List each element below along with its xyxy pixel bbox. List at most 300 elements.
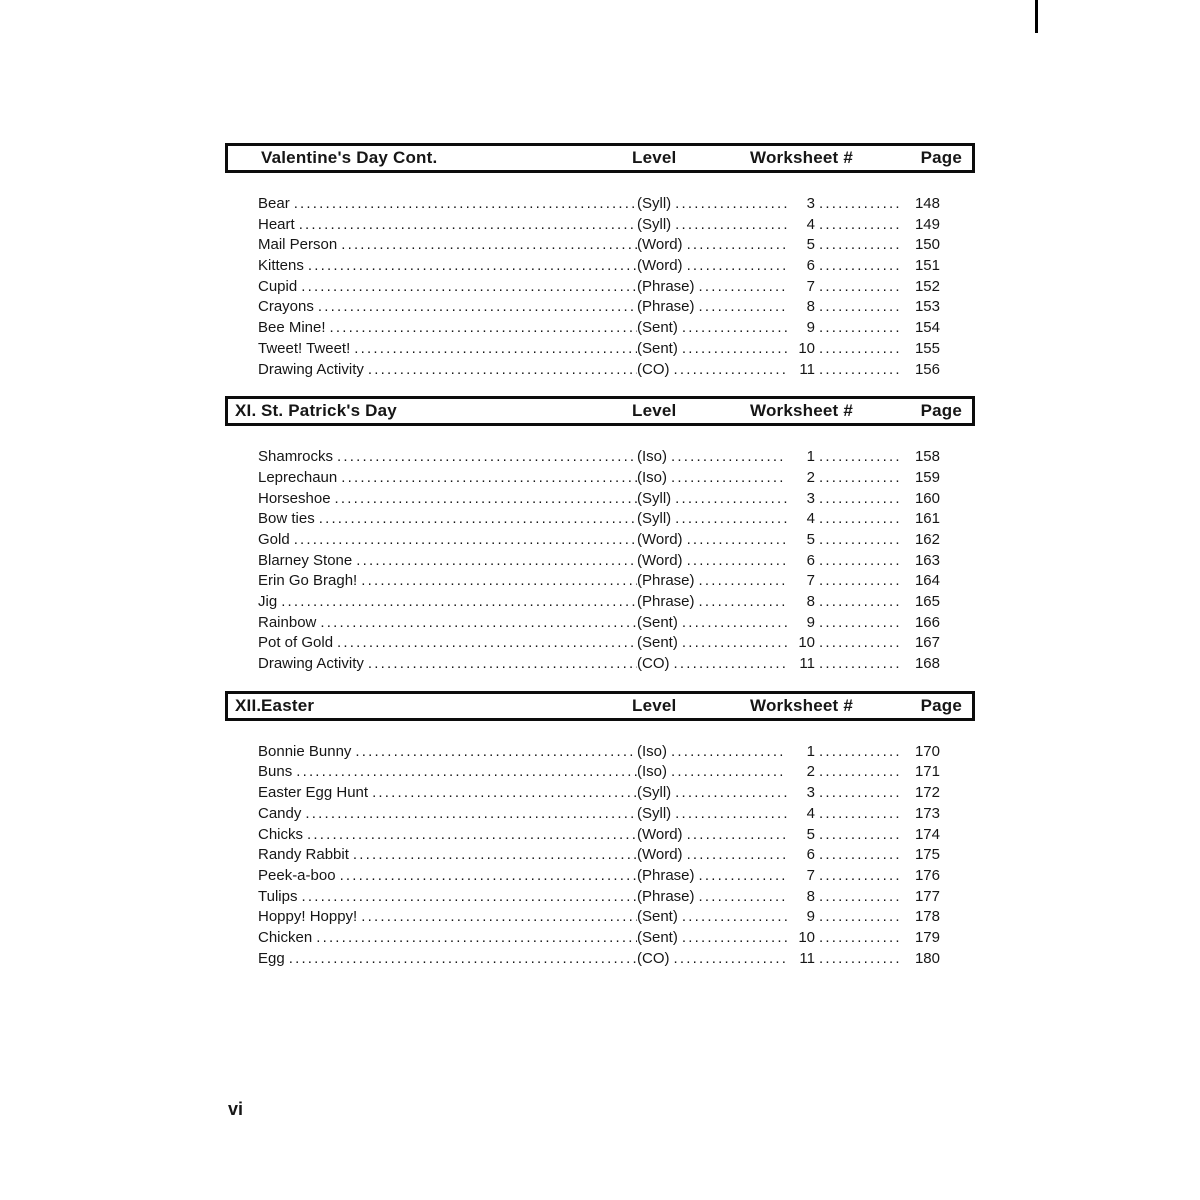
entry-level-cell xyxy=(637,194,787,215)
section-header xyxy=(225,691,975,721)
column-header-level: Level xyxy=(632,401,677,421)
toc-entry-row xyxy=(258,742,940,763)
entry-title: Peek-a-boo xyxy=(258,866,336,884)
entry-level-cell xyxy=(637,447,787,468)
dot-leader xyxy=(815,592,900,613)
entry-level-cell xyxy=(637,256,787,277)
entry-worksheet-number: 6 xyxy=(806,551,815,569)
dot-leader xyxy=(333,633,637,654)
entry-title: Hoppy! Hoppy! xyxy=(258,908,358,926)
dot-leader xyxy=(683,256,787,277)
dot-leader xyxy=(815,949,900,970)
entry-level-label: (Word) xyxy=(637,257,683,275)
dot-leader xyxy=(683,845,787,866)
dot-leader xyxy=(303,825,637,846)
dot-leader xyxy=(815,339,900,360)
entry-title: Gold xyxy=(258,530,290,548)
entry-level-cell xyxy=(637,318,787,339)
dot-leader xyxy=(670,654,788,675)
entry-page-number: 168 xyxy=(914,655,940,673)
entry-level-label: (Phrase) xyxy=(637,277,695,295)
entry-level-label: (Sent) xyxy=(637,339,678,357)
dot-leader xyxy=(815,571,900,592)
dot-leader xyxy=(815,318,900,339)
dot-leader xyxy=(671,783,787,804)
entry-worksheet-number: 10 xyxy=(798,339,815,357)
entry-level-cell xyxy=(637,783,787,804)
dot-leader xyxy=(695,592,787,613)
entry-title: Rainbow xyxy=(258,613,317,631)
dot-leader xyxy=(815,215,900,236)
entry-level-label: (Syll) xyxy=(637,804,672,822)
dot-leader xyxy=(678,613,787,634)
dot-leader xyxy=(368,783,637,804)
entry-level-label: (Phrase) xyxy=(637,298,695,316)
entry-title: Kittens xyxy=(258,257,304,275)
entry-page-number: 164 xyxy=(914,572,940,590)
toc-entry-row xyxy=(258,360,940,381)
entry-page-number: 173 xyxy=(914,804,940,822)
entry-worksheet-number: 11 xyxy=(799,360,815,378)
dot-leader xyxy=(683,551,787,572)
toc-entry-row xyxy=(258,318,940,339)
section-header xyxy=(225,396,975,426)
entry-page-number: 179 xyxy=(914,928,940,946)
entry-page-number: 172 xyxy=(914,784,940,802)
dot-leader xyxy=(815,845,900,866)
entry-title: Crayons xyxy=(258,298,314,316)
dot-leader xyxy=(695,887,787,908)
toc-entry-row xyxy=(258,571,940,592)
dot-leader xyxy=(350,339,637,360)
toc-entry-row xyxy=(258,509,940,530)
toc-entry-row xyxy=(258,762,940,783)
toc-entry-row xyxy=(258,633,940,654)
toc-entry-row xyxy=(258,530,940,551)
toc-entry-row xyxy=(258,783,940,804)
dot-leader xyxy=(297,277,637,298)
dot-leader xyxy=(304,256,637,277)
dot-leader xyxy=(815,447,900,468)
entry-worksheet-number: 2 xyxy=(806,763,815,781)
dot-leader xyxy=(667,742,787,763)
toc-entry-row xyxy=(258,654,940,675)
entry-level-label: (Iso) xyxy=(637,448,667,466)
entry-worksheet-number: 6 xyxy=(806,846,815,864)
dot-leader xyxy=(815,489,900,510)
entry-page-number: 154 xyxy=(914,319,940,337)
entry-worksheet-number: 4 xyxy=(806,215,815,233)
entry-title: Bonnie Bunny xyxy=(258,742,352,760)
dot-leader xyxy=(364,654,637,675)
column-header-level: Level xyxy=(632,148,677,167)
dot-leader xyxy=(678,339,787,360)
section-numeral: XI. xyxy=(235,401,257,421)
toc-entry-row xyxy=(258,907,940,928)
column-header-worksheet: Worksheet # xyxy=(750,148,853,167)
entry-level-cell xyxy=(637,297,787,318)
dot-leader xyxy=(285,949,637,970)
entry-level-label: (CO) xyxy=(637,360,670,378)
column-header-page: Page xyxy=(920,695,962,715)
entry-level-label: (Syll) xyxy=(637,784,672,802)
dot-leader xyxy=(695,866,787,887)
entry-level-label: (Phrase) xyxy=(637,572,695,590)
dot-leader xyxy=(815,277,900,298)
entry-worksheet-number: 7 xyxy=(806,866,815,884)
dot-leader xyxy=(815,783,900,804)
dot-leader xyxy=(815,928,900,949)
entry-level-label: (Word) xyxy=(637,846,683,864)
dot-leader xyxy=(312,928,637,949)
entry-worksheet-number: 5 xyxy=(806,825,815,843)
dot-leader xyxy=(349,845,637,866)
column-header-page: Page xyxy=(920,148,962,167)
dot-leader xyxy=(667,762,787,783)
entry-level-label: (Syll) xyxy=(637,489,672,507)
table-of-contents xyxy=(225,143,975,985)
toc-entry-row xyxy=(258,489,940,510)
dot-leader xyxy=(333,447,637,468)
column-header-worksheet: Worksheet # xyxy=(750,401,853,421)
entry-title: Cupid xyxy=(258,277,298,295)
entry-title: Shamrocks xyxy=(258,448,334,466)
entry-title: Blarney Stone xyxy=(258,551,353,569)
entry-page-number: 160 xyxy=(914,489,940,507)
column-header-level: Level xyxy=(632,695,677,715)
entry-level-label: (Word) xyxy=(637,236,683,254)
entry-level-label: (Word) xyxy=(637,551,683,569)
entry-level-cell xyxy=(637,928,787,949)
toc-entry-row xyxy=(258,613,940,634)
entry-title: Erin Go Bragh! xyxy=(258,572,358,590)
entry-page-number: 159 xyxy=(914,468,940,486)
entry-page-number: 177 xyxy=(914,887,940,905)
entry-level-cell xyxy=(637,215,787,236)
entry-title: Randy Rabbit xyxy=(258,846,349,864)
section-title: Valentine's Day Cont. xyxy=(261,148,438,167)
dot-leader xyxy=(671,804,787,825)
dot-leader xyxy=(364,360,637,381)
dot-leader xyxy=(815,887,900,908)
entry-page-number: 171 xyxy=(914,763,940,781)
toc-entry-row xyxy=(258,297,940,318)
dot-leader xyxy=(815,194,900,215)
entry-worksheet-number: 7 xyxy=(806,572,815,590)
dot-leader xyxy=(815,804,900,825)
entry-page-number: 162 xyxy=(914,530,940,548)
entry-level-label: (Syll) xyxy=(637,510,672,528)
dot-leader xyxy=(815,866,900,887)
dot-leader xyxy=(315,509,637,530)
entry-page-number: 178 xyxy=(914,908,940,926)
entry-title: Bee Mine! xyxy=(258,319,326,337)
dot-leader xyxy=(290,530,637,551)
dot-leader xyxy=(670,360,788,381)
entry-level-cell xyxy=(637,551,787,572)
entry-worksheet-number: 2 xyxy=(806,468,815,486)
entry-title: Mail Person xyxy=(258,236,338,254)
toc-entry-row xyxy=(258,194,940,215)
column-header-worksheet: Worksheet # xyxy=(750,695,853,715)
entry-level-cell xyxy=(637,762,787,783)
entry-title: Bow ties xyxy=(258,510,315,528)
dot-leader xyxy=(683,235,787,256)
column-header-page: Page xyxy=(920,401,962,421)
entry-level-label: (Sent) xyxy=(637,319,678,337)
entry-level-label: (Iso) xyxy=(637,468,667,486)
entry-title: Candy xyxy=(258,804,302,822)
entry-level-label: (Syll) xyxy=(637,215,672,233)
dot-leader xyxy=(815,762,900,783)
entry-level-label: (Phrase) xyxy=(637,593,695,610)
dot-leader xyxy=(671,489,787,510)
entry-worksheet-number: 10 xyxy=(798,928,815,946)
dot-leader xyxy=(815,907,900,928)
dot-leader xyxy=(671,215,787,236)
entry-level-cell xyxy=(637,592,787,613)
entry-worksheet-number: 3 xyxy=(806,489,815,507)
dot-leader xyxy=(301,804,637,825)
toc-sections xyxy=(225,143,975,985)
dot-leader xyxy=(357,907,637,928)
entry-level-label: (Phrase) xyxy=(637,887,695,905)
section-title: Easter xyxy=(261,695,315,715)
entry-worksheet-number: 9 xyxy=(806,613,815,631)
dot-leader xyxy=(815,633,900,654)
dot-leader xyxy=(683,530,787,551)
entry-level-cell xyxy=(637,949,787,970)
dot-leader xyxy=(815,297,900,318)
entry-level-cell xyxy=(637,887,787,908)
toc-section xyxy=(225,396,975,691)
entry-level-label: (Syll) xyxy=(637,195,672,212)
entry-page-number: 166 xyxy=(914,613,940,631)
entry-page-number: 176 xyxy=(914,866,940,884)
entry-worksheet-number: 5 xyxy=(806,236,815,254)
toc-entry-row xyxy=(258,256,940,277)
dot-leader xyxy=(671,509,787,530)
toc-entry-row xyxy=(258,551,940,572)
entry-level-cell xyxy=(637,825,787,846)
entry-title: Tulips xyxy=(258,887,298,905)
entry-level-label: (Word) xyxy=(637,825,683,843)
entry-worksheet-number: 9 xyxy=(806,908,815,926)
section-title: St. Patrick's Day xyxy=(261,401,397,421)
dot-leader xyxy=(815,551,900,572)
dot-leader xyxy=(815,360,900,381)
entry-title: Easter Egg Hunt xyxy=(258,784,369,802)
dot-leader xyxy=(326,318,637,339)
entry-page-number: 149 xyxy=(914,215,940,233)
toc-entry-row xyxy=(258,235,940,256)
entry-level-cell xyxy=(637,360,787,381)
entry-level-label: (Sent) xyxy=(637,908,678,926)
entry-title: Tweet! Tweet! xyxy=(258,339,351,357)
entry-page-number: 161 xyxy=(914,510,940,528)
entry-level-cell xyxy=(637,633,787,654)
entry-level-label: (Phrase) xyxy=(637,866,695,884)
dot-leader xyxy=(815,530,900,551)
entry-worksheet-number: 1 xyxy=(806,448,815,466)
entry-level-cell xyxy=(637,339,787,360)
entry-level-cell xyxy=(637,845,787,866)
entry-level-label: (Sent) xyxy=(637,613,678,631)
entry-title: Buns xyxy=(258,763,293,781)
entry-level-cell xyxy=(637,509,787,530)
toc-entry-row xyxy=(258,468,940,489)
entry-page-number: 158 xyxy=(914,448,940,466)
dot-leader xyxy=(667,447,787,468)
dot-leader xyxy=(683,825,787,846)
entry-title: Drawing Activity xyxy=(258,360,364,378)
entry-worksheet-number: 8 xyxy=(806,298,815,316)
dot-leader xyxy=(667,468,787,489)
entry-page-number: 156 xyxy=(914,360,940,378)
toc-entry-row xyxy=(258,887,940,908)
section-entries xyxy=(225,426,975,691)
section-entries xyxy=(225,173,975,396)
toc-section xyxy=(225,143,975,396)
toc-entry-row xyxy=(258,215,940,236)
entry-page-number: 175 xyxy=(914,846,940,864)
entry-title: Leprechaun xyxy=(258,468,338,486)
entry-page-number: 152 xyxy=(914,277,940,295)
dot-leader xyxy=(815,613,900,634)
toc-entry-row xyxy=(258,949,940,970)
section-numeral: XII. xyxy=(235,695,262,715)
entry-worksheet-number: 4 xyxy=(806,804,815,822)
entry-worksheet-number: 5 xyxy=(806,530,815,548)
entry-worksheet-number: 4 xyxy=(806,510,815,528)
dot-leader xyxy=(678,633,787,654)
dot-leader xyxy=(678,928,787,949)
entry-worksheet-number: 3 xyxy=(806,195,815,212)
entry-level-cell xyxy=(637,277,787,298)
dot-leader xyxy=(295,215,637,236)
dot-leader xyxy=(815,654,900,675)
dot-leader xyxy=(297,887,637,908)
dot-leader xyxy=(351,742,637,763)
entry-page-number: 150 xyxy=(914,236,940,254)
entry-page-number: 155 xyxy=(914,339,940,357)
entry-page-number: 153 xyxy=(914,298,940,316)
entry-level-label: (Sent) xyxy=(637,634,678,652)
toc-entry-row xyxy=(258,277,940,298)
dot-leader xyxy=(671,194,787,215)
page-number: vi xyxy=(228,1099,244,1119)
toc-entry-row xyxy=(258,825,940,846)
dot-leader xyxy=(337,468,637,489)
entry-level-cell xyxy=(637,742,787,763)
toc-entry-row xyxy=(258,592,940,613)
dot-leader xyxy=(815,235,900,256)
dot-leader xyxy=(695,277,787,298)
toc-entry-row xyxy=(258,339,940,360)
entry-level-cell xyxy=(637,907,787,928)
entry-title: Chicken xyxy=(258,928,313,946)
dot-leader xyxy=(277,592,637,613)
entry-worksheet-number: 8 xyxy=(806,593,815,610)
dot-leader xyxy=(290,194,637,215)
dot-leader xyxy=(815,256,900,277)
entry-title: Bear xyxy=(258,195,290,212)
entry-worksheet-number: 11 xyxy=(799,655,815,673)
dot-leader xyxy=(331,489,637,510)
dot-leader xyxy=(678,907,787,928)
entry-level-label: (Sent) xyxy=(637,928,678,946)
entry-page-number: 180 xyxy=(914,949,940,967)
entry-level-label: (Iso) xyxy=(637,763,667,781)
dot-leader xyxy=(292,762,637,783)
dot-leader xyxy=(815,742,900,763)
toc-section xyxy=(225,691,975,986)
entry-title: Jig xyxy=(258,593,278,610)
entry-level-cell xyxy=(637,468,787,489)
dot-leader xyxy=(336,866,637,887)
dot-leader xyxy=(314,297,637,318)
dot-leader xyxy=(815,468,900,489)
entry-level-cell xyxy=(637,613,787,634)
section-header xyxy=(225,143,975,173)
dot-leader xyxy=(678,318,787,339)
entry-level-cell xyxy=(637,866,787,887)
entry-title: Heart xyxy=(258,215,295,233)
entry-level-label: (CO) xyxy=(637,949,670,967)
entry-page-number: 148 xyxy=(914,195,940,212)
entry-level-cell xyxy=(637,235,787,256)
entry-title: Drawing Activity xyxy=(258,655,364,673)
dot-leader xyxy=(337,235,637,256)
section-entries xyxy=(225,721,975,986)
entry-level-cell xyxy=(637,530,787,551)
toc-entry-row xyxy=(258,866,940,887)
dot-leader xyxy=(695,297,787,318)
entry-page-number: 163 xyxy=(914,551,940,569)
entry-title: Horseshoe xyxy=(258,489,331,507)
entry-worksheet-number: 8 xyxy=(806,887,815,905)
entry-worksheet-number: 1 xyxy=(806,742,815,760)
entry-level-cell xyxy=(637,489,787,510)
entry-page-number: 167 xyxy=(914,634,940,652)
dot-leader xyxy=(815,825,900,846)
entry-level-label: (Iso) xyxy=(637,742,667,760)
entry-level-cell xyxy=(637,804,787,825)
entry-level-label: (CO) xyxy=(637,655,670,673)
entry-worksheet-number: 3 xyxy=(806,784,815,802)
entry-level-label: (Word) xyxy=(637,530,683,548)
toc-entry-row xyxy=(258,845,940,866)
entry-worksheet-number: 7 xyxy=(806,277,815,295)
entry-title: Chicks xyxy=(258,825,304,843)
entry-worksheet-number: 10 xyxy=(798,634,815,652)
entry-level-cell xyxy=(637,571,787,592)
dot-leader xyxy=(670,949,788,970)
scan-artifact-line xyxy=(1035,0,1038,33)
entry-title: Egg xyxy=(258,949,285,967)
dot-leader xyxy=(352,551,637,572)
entry-worksheet-number: 6 xyxy=(806,257,815,275)
entry-worksheet-number: 9 xyxy=(806,319,815,337)
dot-leader xyxy=(357,571,637,592)
entry-page-number: 170 xyxy=(914,742,940,760)
entry-level-cell xyxy=(637,654,787,675)
entry-title: Pot of Gold xyxy=(258,634,334,652)
toc-entry-row xyxy=(258,804,940,825)
entry-worksheet-number: 11 xyxy=(799,949,815,967)
entry-page-number: 151 xyxy=(914,257,940,275)
entry-page-number: 174 xyxy=(914,825,940,843)
